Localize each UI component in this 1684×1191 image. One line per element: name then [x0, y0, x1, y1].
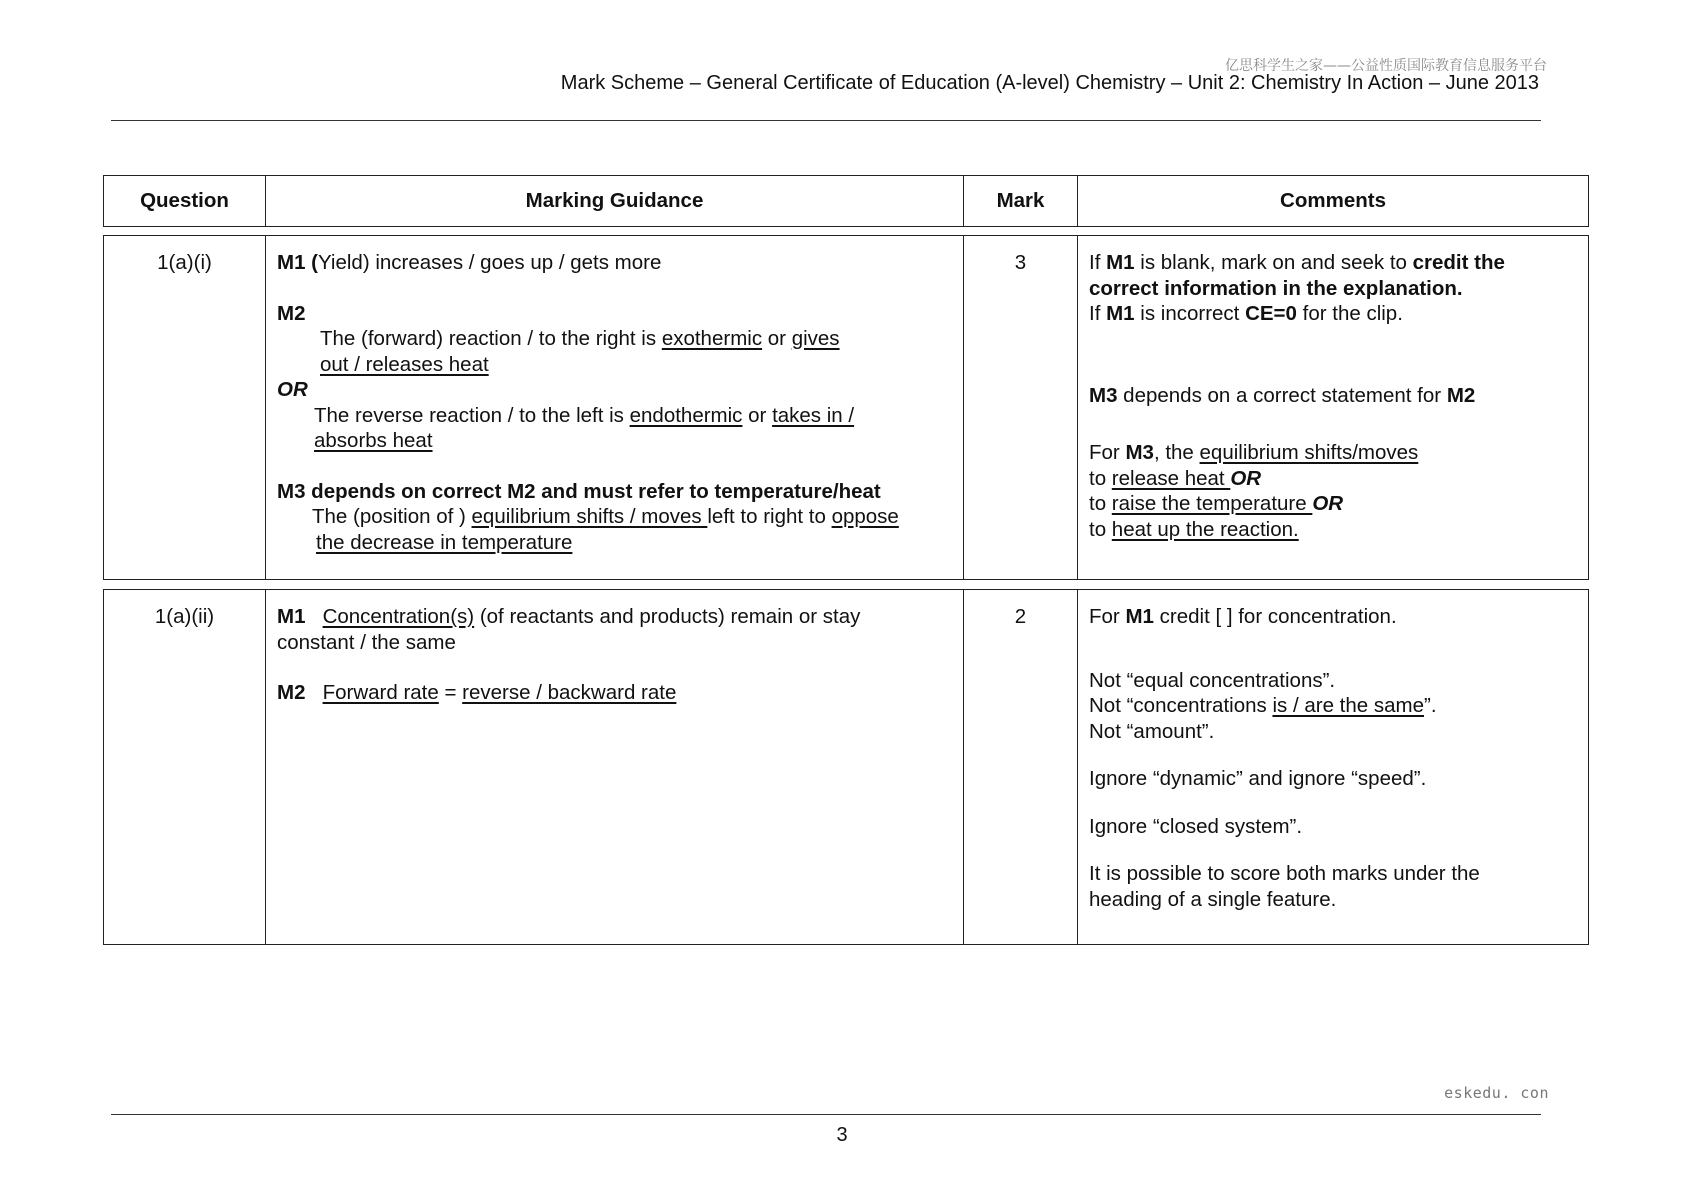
comment-text: M2 [1446, 383, 1476, 407]
comments-cell [1078, 236, 1588, 579]
mark-value: 2 [964, 590, 1078, 944]
comment-text: equilibrium shifts/moves [1199, 441, 1419, 464]
m2-keyword: gives [791, 327, 840, 350]
comment-text: M1 [1106, 251, 1135, 274]
comment-text: M3 [1125, 441, 1154, 464]
m2-keyword: exothermic [661, 327, 763, 350]
m2-keyword: takes in / [772, 403, 855, 427]
comment-text: ”. [1424, 694, 1437, 717]
m3-keyword: oppose [831, 505, 899, 528]
comment-text: for the clip. [1296, 302, 1403, 325]
comment-text: CE=0 [1245, 302, 1297, 325]
comment-text: heat up the reaction. [1111, 517, 1299, 541]
table-row [103, 235, 1589, 580]
comment-text: For [1089, 441, 1126, 464]
table-header-row [103, 175, 1589, 227]
m1-text: Yield) increases / goes up / gets more [318, 251, 662, 274]
comments-cell [1078, 590, 1588, 944]
comment-text: , the [1153, 441, 1200, 464]
m2-keyword: reverse / backward rate [462, 681, 677, 704]
comment-text: Not “equal concentrations”. [1089, 668, 1336, 692]
comment-text: Not “concentrations [1089, 694, 1273, 717]
comment-text: For [1089, 605, 1126, 628]
header-watermark: 亿思科学生之家——公益性质国际教育信息服务平台 [1225, 58, 1547, 74]
m1-label: M1 ( [277, 251, 318, 274]
comment-text: to [1089, 517, 1112, 541]
m3-text: The (position of ) [312, 505, 472, 528]
m2-keyword: endothermic [629, 403, 743, 427]
marking-guidance-cell [266, 590, 964, 944]
m1-text: constant / the same [277, 630, 456, 654]
m1-label: M1 [277, 605, 306, 628]
comment-text: to [1089, 492, 1112, 515]
marking-guidance-cell [266, 236, 964, 579]
comment-text: heading of a single feature. [1089, 887, 1337, 911]
comment-text: OR [1312, 492, 1344, 515]
comment-text: credit [ ] for concentration. [1153, 605, 1397, 628]
m3-text: left to right to [707, 505, 832, 528]
footer-watermark: eskedu. con [1444, 1084, 1549, 1102]
comment-text: credit the [1412, 251, 1505, 274]
m3-keyword: equilibrium shifts / moves [471, 505, 708, 528]
m2-text: or [762, 327, 792, 350]
or-label: OR [277, 378, 308, 401]
header-divider [111, 120, 1541, 121]
column-header-comments: Comments [1280, 189, 1386, 213]
m2-text: The reverse reaction / to the left is [314, 403, 630, 427]
comment-text: Not “amount”. [1089, 719, 1215, 743]
comment-text: If [1089, 251, 1107, 274]
comment-text: Ignore “closed system”. [1089, 814, 1303, 838]
m2-text: or [742, 403, 773, 427]
comment-text: Ignore “dynamic” and ignore “speed”. [1089, 767, 1427, 790]
m2-label: M2 [277, 681, 306, 704]
comment-text: If [1089, 302, 1107, 325]
m3-label: M3 depends on correct M2 and must refer to temperature/heat [277, 479, 881, 503]
column-header-question: Question [104, 176, 266, 226]
comment-text: is blank, mark on and seek to [1134, 251, 1413, 274]
question-number: 1(a)(i) [104, 236, 266, 579]
comment-text: depends on a correct statement for [1117, 383, 1447, 407]
column-header-mark: Mark [964, 176, 1078, 226]
comment-text: M1 [1125, 605, 1154, 628]
m2-label: M2 [277, 301, 306, 325]
comment-text: M3 [1089, 383, 1118, 407]
comment-text: to [1089, 466, 1112, 490]
comment-text: raise the temperature [1111, 492, 1313, 515]
comment-text: M1 [1106, 302, 1135, 325]
table-row [103, 589, 1589, 945]
page-header-title: Mark Scheme – General Certificate of Education (A-level) Chemistry – Unit 2: Chemistry In Action – June 2013 [560, 72, 1539, 94]
m2-keyword: absorbs heat [314, 429, 433, 452]
comment-text: correct information in the explanation. [1089, 276, 1463, 300]
m2-keyword: out / releases heat [320, 352, 489, 376]
page-number: 3 [836, 1124, 848, 1146]
mark-value: 3 [964, 236, 1078, 579]
m2-keyword: Forward rate [322, 681, 439, 704]
m1-keyword: Concentration(s) [322, 605, 475, 628]
m3-keyword: the decrease in temperature [316, 530, 573, 554]
m2-text: = [438, 681, 463, 704]
footer-divider [111, 1114, 1541, 1115]
comment-text: OR [1230, 466, 1262, 490]
question-number: 1(a)(ii) [104, 590, 266, 944]
comment-text: release heat [1111, 466, 1231, 490]
comment-text: It is possible to score both marks under the [1089, 862, 1480, 885]
column-header-marking-guidance: Marking Guidance [266, 176, 964, 226]
comment-text: is incorrect [1134, 302, 1246, 325]
m1-text: (of reactants and products) remain or stay [474, 605, 861, 628]
comment-text: is / are the same [1272, 694, 1424, 717]
m2-text: The (forward) reaction / to the right is [320, 327, 662, 350]
